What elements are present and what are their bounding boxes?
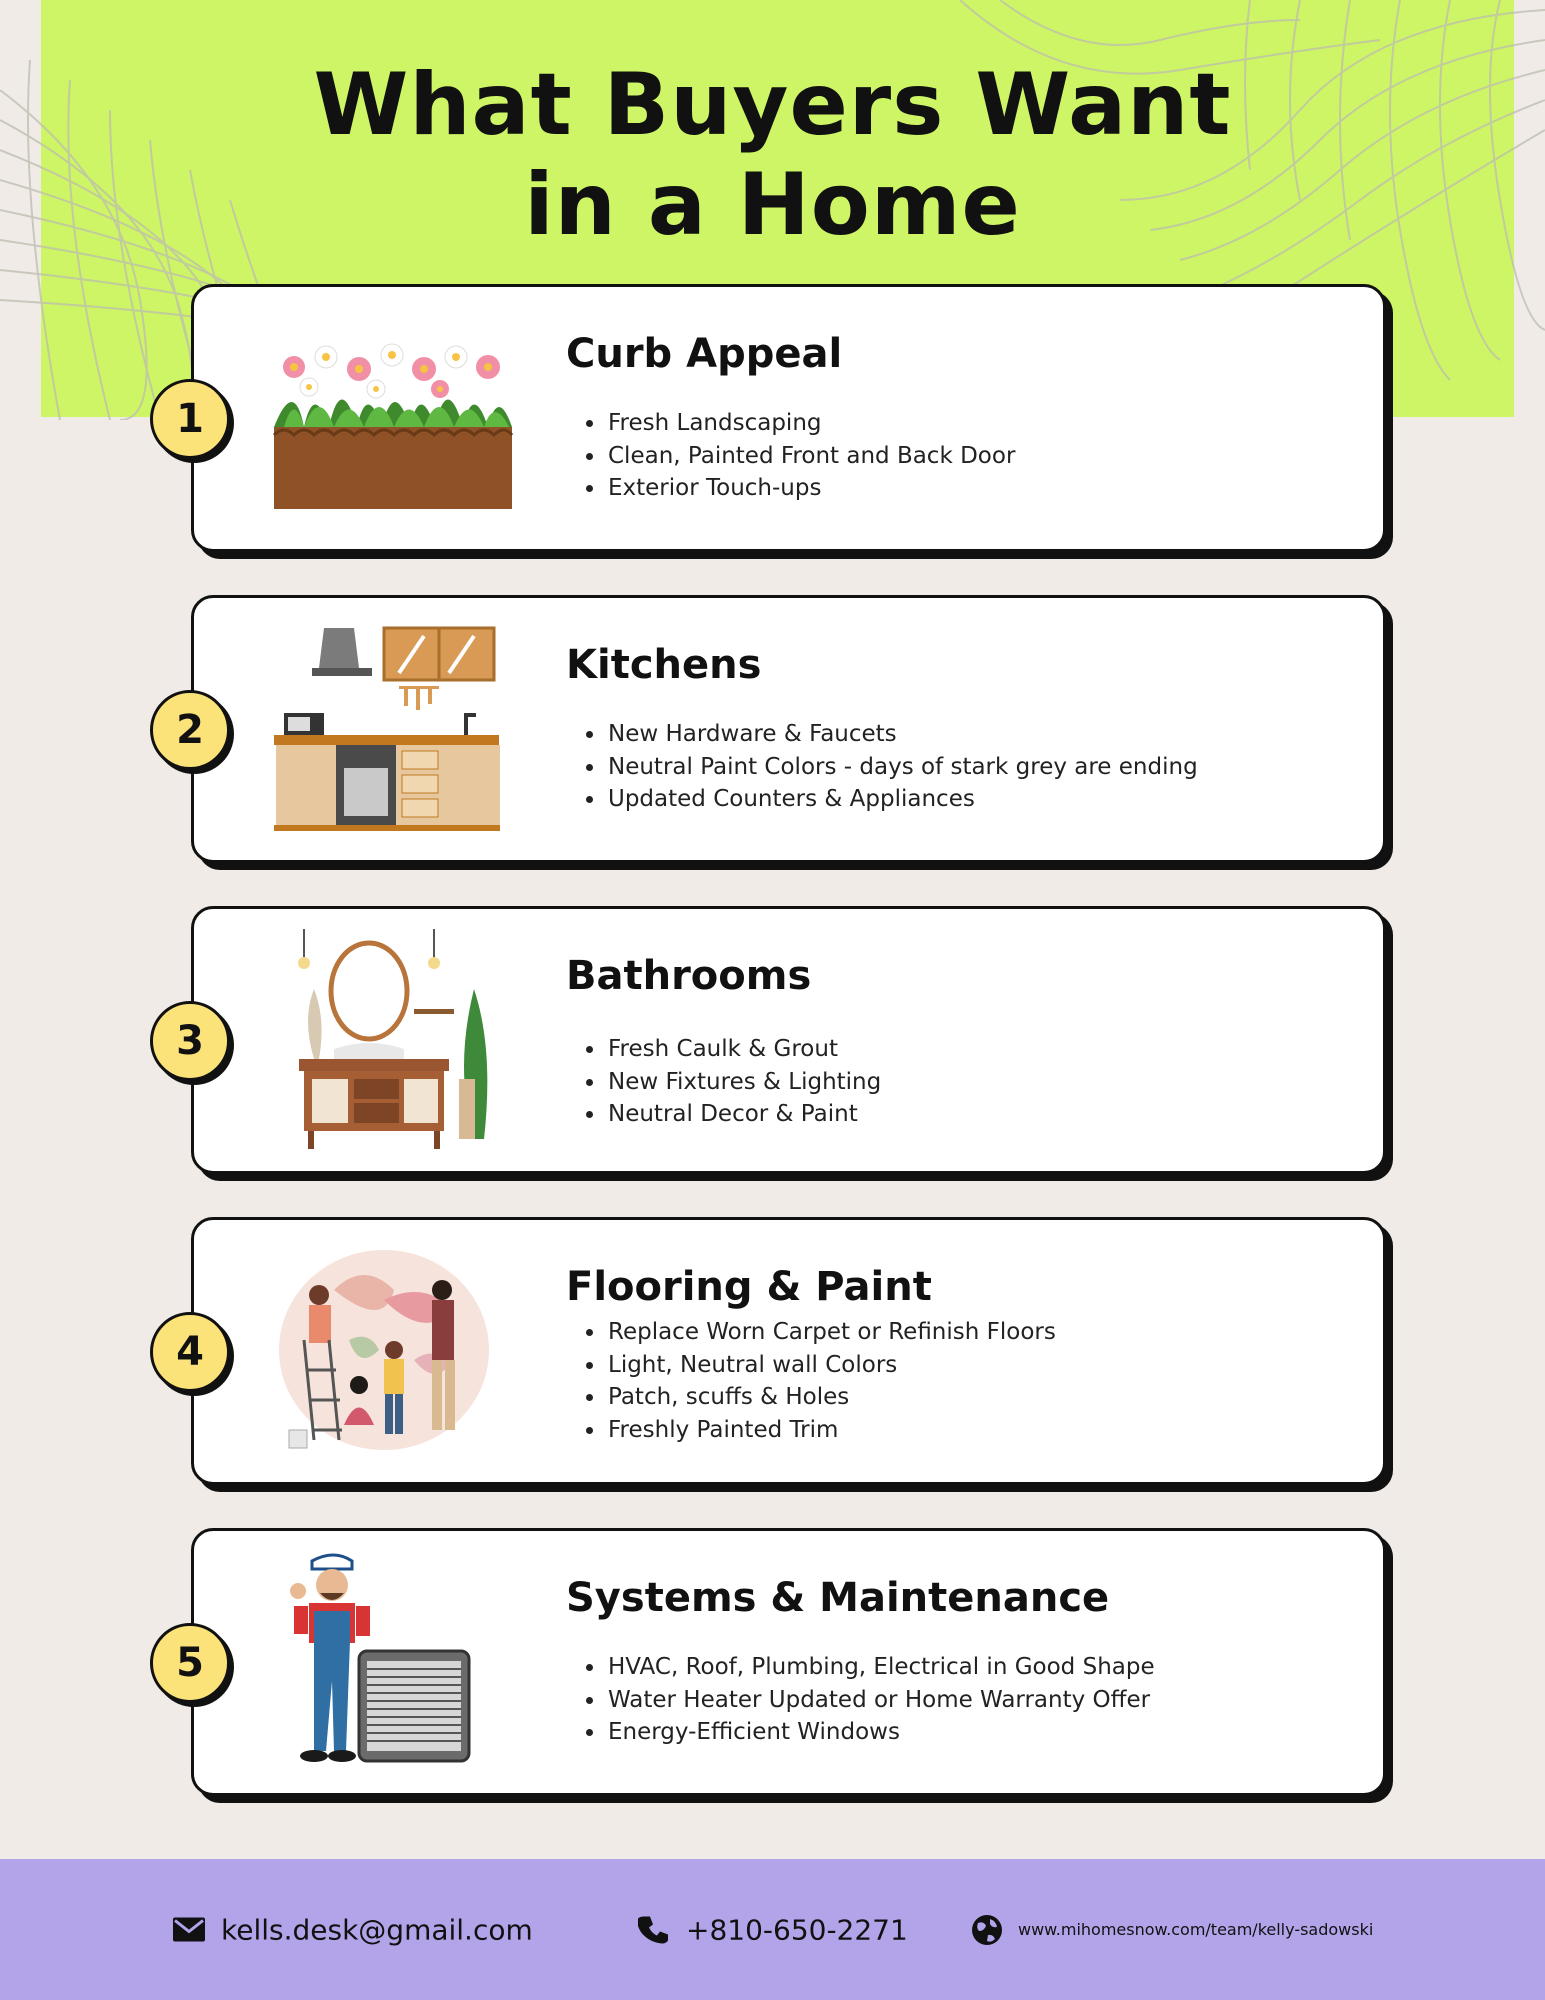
step-number-badge: 1 <box>150 379 230 459</box>
email-contact[interactable] <box>172 1913 533 1946</box>
list-item: • Freshly Painted Trim <box>606 1414 1406 1447</box>
card-bullets <box>566 1316 1406 1446</box>
list-item: • Updated Counters & Appliances <box>606 783 1406 816</box>
card-title: Kitchens <box>566 642 762 688</box>
list-item: • Exterior Touch-ups <box>606 472 1406 505</box>
list-item: • Neutral Paint Colors - days of stark grey are ending <box>606 751 1406 784</box>
phone-text[interactable]: +810-650-2271 <box>686 1913 908 1946</box>
list-item: • Patch, scuffs & Holes <box>606 1381 1406 1414</box>
list-item: • Clean, Painted Front and Back Door <box>606 440 1406 473</box>
globe-icon <box>970 1913 1004 1947</box>
card-flooring-paint <box>176 1217 1386 1485</box>
step-number-badge: 5 <box>150 1623 230 1703</box>
kitchen-icon <box>264 618 514 840</box>
card-bullets <box>566 407 1406 505</box>
card-title: Systems & Maintenance <box>566 1575 1110 1621</box>
list-item: • HVAC, Roof, Plumbing, Electrical in Good Shape <box>606 1651 1406 1684</box>
list-item: • New Hardware & Faucets <box>606 718 1406 751</box>
family-painting-icon <box>264 1240 514 1462</box>
card-bullets <box>566 718 1406 816</box>
title-line-2: in a Home <box>524 155 1021 255</box>
card-bullets <box>566 1033 1406 1131</box>
step-number-badge: 2 <box>150 690 230 770</box>
card-bullets <box>566 1651 1406 1749</box>
hvac-technician-icon <box>264 1551 514 1773</box>
step-number-badge: 3 <box>150 1001 230 1081</box>
page-title <box>0 55 1545 255</box>
card-title: Bathrooms <box>566 953 812 999</box>
card-kitchens <box>176 595 1386 863</box>
list-item: • Fresh Landscaping <box>606 407 1406 440</box>
step-number-badge: 4 <box>150 1312 230 1392</box>
list-item: • New Fixtures & Lighting <box>606 1066 1406 1099</box>
list-item: • Energy-Efficient Windows <box>606 1716 1406 1749</box>
list-item: • Replace Worn Carpet or Refinish Floors <box>606 1316 1406 1349</box>
bathroom-vanity-icon <box>264 929 514 1151</box>
phone-icon <box>638 1915 668 1945</box>
card-title: Flooring & Paint <box>566 1264 932 1310</box>
list-item: • Fresh Caulk & Grout <box>606 1033 1406 1066</box>
list-item: • Light, Neutral wall Colors <box>606 1349 1406 1382</box>
card-curb-appeal <box>176 284 1386 552</box>
card-systems-maintenance <box>176 1528 1386 1796</box>
card-bathrooms <box>176 906 1386 1174</box>
list-item: • Neutral Decor & Paint <box>606 1098 1406 1131</box>
email-text[interactable]: kells.desk@gmail.com <box>221 1913 533 1946</box>
card-title: Curb Appeal <box>566 331 843 377</box>
website-text[interactable]: www.mihomesnow.com/team/kelly-sadowski <box>1018 1920 1374 1939</box>
mail-icon <box>172 1917 206 1943</box>
phone-contact[interactable] <box>638 1913 908 1946</box>
contact-footer <box>0 1859 1545 2000</box>
website-contact[interactable] <box>970 1913 1373 1947</box>
title-line-1: What Buyers Want <box>313 55 1232 155</box>
flower-bed-icon <box>264 307 514 529</box>
list-item: • Water Heater Updated or Home Warranty Offer <box>606 1684 1406 1717</box>
